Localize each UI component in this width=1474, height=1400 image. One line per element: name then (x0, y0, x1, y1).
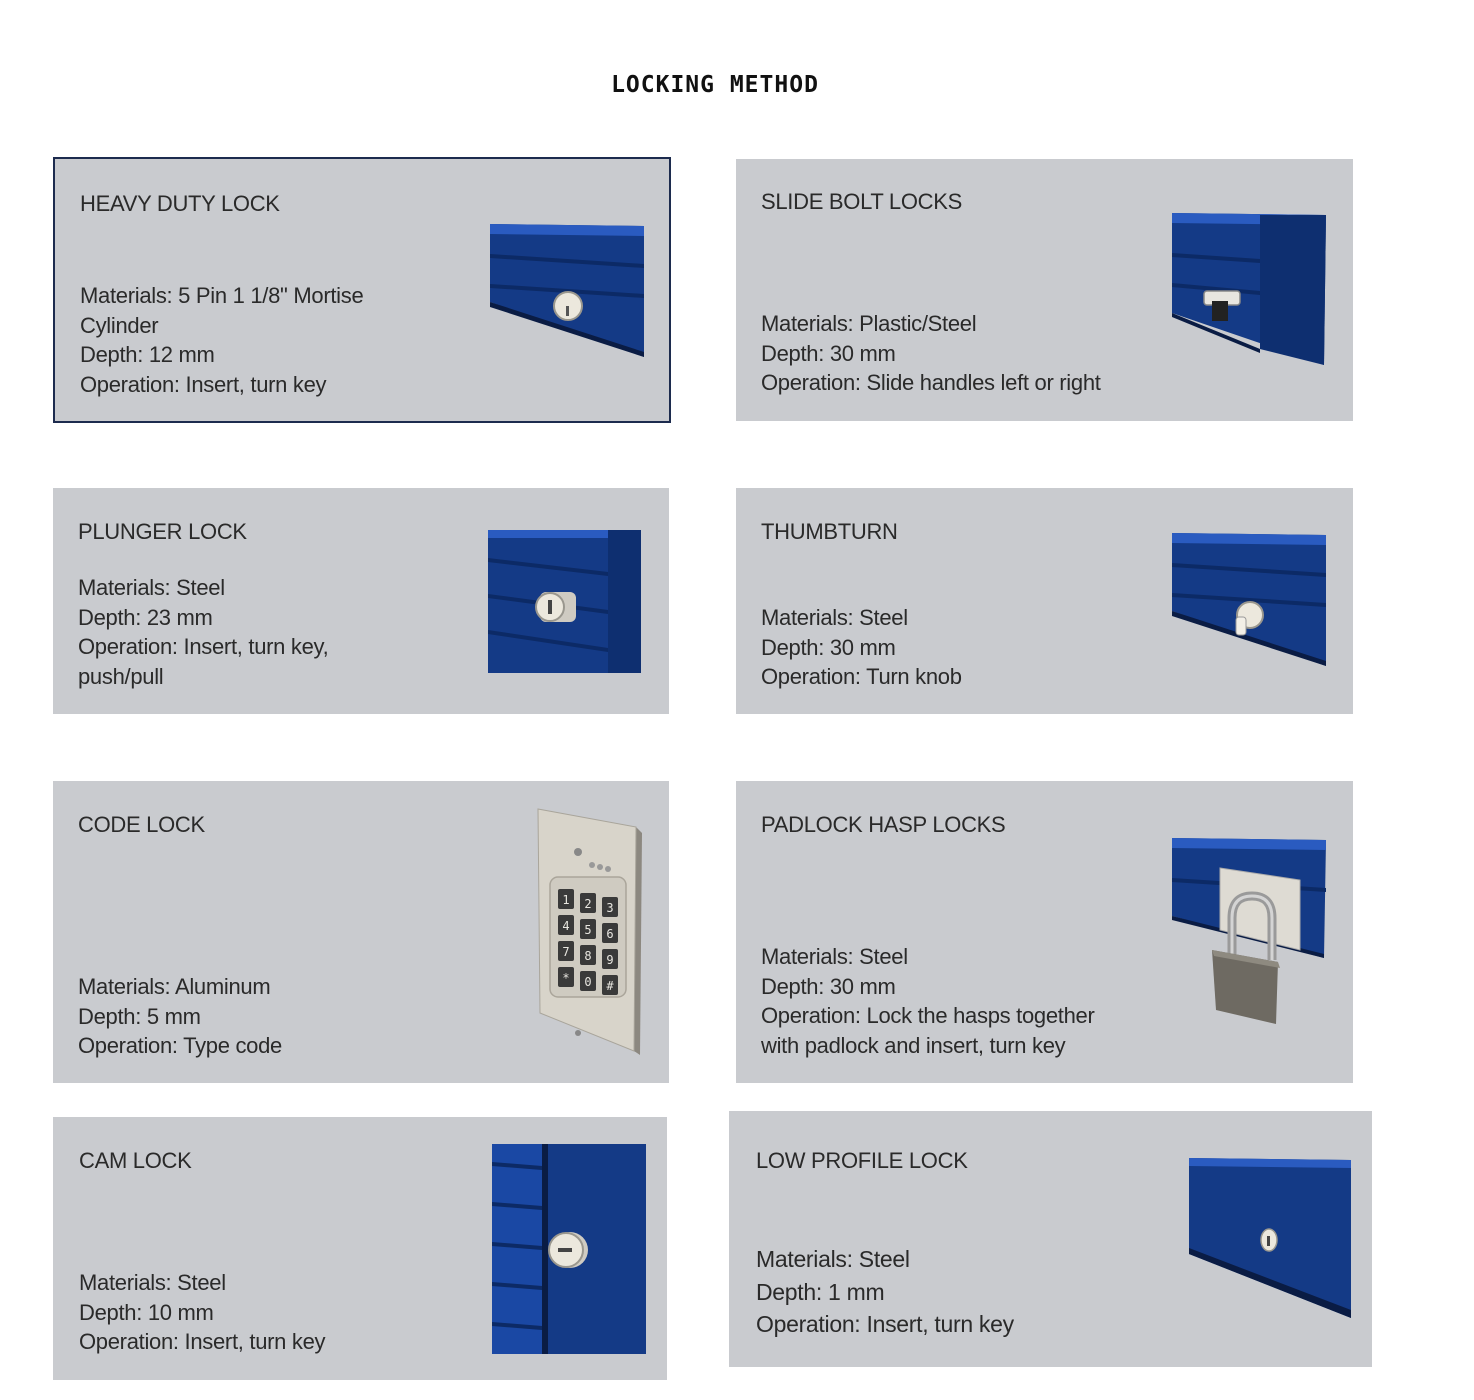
lock-name: PLUNGER LOCK (78, 519, 247, 544)
keypad-key-label: 9 (606, 953, 614, 967)
spec-operation: Operation: Insert, turn key, (78, 634, 329, 659)
spec-depth: Depth: 30 mm (761, 634, 896, 660)
lock-specs (78, 972, 282, 1061)
lock-name: HEAVY DUTY LOCK (80, 191, 280, 216)
spec-operation: Operation: Lock the hasps together (761, 1003, 1095, 1028)
lock-specs (761, 603, 962, 692)
keypad-key-label: 7 (562, 945, 570, 959)
spec-operation: Operation: Turn knob (761, 664, 962, 689)
lock-card-thumbturn[interactable] (736, 488, 1353, 714)
cam-lock-icon (492, 1144, 648, 1356)
spec-materials: Materials: Steel (79, 1270, 226, 1295)
lock-specs (80, 281, 363, 399)
keypad-key-label: 8 (584, 949, 592, 963)
spec-materials: Materials: Plastic/Steel (761, 311, 977, 336)
keypad-key-label: 0 (584, 975, 592, 989)
page-title: LOCKING METHOD (611, 72, 819, 98)
spec-depth: Depth: 12 mm (80, 342, 215, 367)
lock-name: LOW PROFILE LOCK (756, 1148, 968, 1173)
lock-specs (756, 1243, 1014, 1341)
lock-card-cam[interactable] (53, 1117, 667, 1380)
spec-depth: Depth: 10 mm (79, 1299, 214, 1325)
keypad-key-label: 4 (562, 919, 570, 933)
low-profile-lock-icon (1189, 1158, 1353, 1322)
spec-operation: Operation: Insert, turn key (79, 1329, 326, 1354)
spec-depth: Depth: 30 mm (761, 973, 896, 999)
lock-card-slide-bolt[interactable] (736, 159, 1353, 421)
slide-bolt-icon (1172, 213, 1328, 369)
thumbturn-icon (1172, 533, 1328, 669)
lock-specs (761, 942, 1094, 1060)
lock-name: CODE LOCK (78, 812, 205, 837)
lock-card-heavy-duty[interactable] (53, 157, 671, 423)
spec-depth: Depth: 5 mm (78, 1003, 201, 1029)
keypad-icon (536, 807, 646, 1057)
spec-materials: Materials: Steel (761, 605, 908, 630)
keypad-key-label: 1 (562, 893, 570, 907)
lock-name: THUMBTURN (761, 519, 898, 544)
lock-specs (761, 309, 1101, 398)
spec-materials: Materials: Steel (756, 1246, 910, 1272)
lock-card-plunger[interactable] (53, 488, 669, 714)
lock-card-code[interactable] (53, 781, 669, 1083)
keypad-key-label: * (562, 971, 570, 985)
spec-operation-cont: push/pull (78, 663, 164, 689)
spec-materials-cont: Cylinder (80, 312, 159, 338)
spec-operation: Operation: Insert, turn key (756, 1311, 1014, 1337)
spec-operation-cont: with padlock and insert, turn key (761, 1032, 1066, 1058)
plunger-lock-icon (488, 530, 642, 674)
keypad-key-label: 6 (606, 927, 614, 941)
spec-materials: Materials: Steel (761, 944, 908, 969)
keypad-key-label: 3 (606, 901, 614, 915)
spec-depth: Depth: 23 mm (78, 604, 213, 630)
keypad-key-label: # (606, 979, 614, 993)
cylinder-lock-icon (490, 224, 646, 360)
spec-depth: Depth: 1 mm (756, 1278, 885, 1305)
spec-materials: Materials: Steel (78, 575, 225, 600)
spec-operation: Operation: Type code (78, 1033, 282, 1058)
lock-name: SLIDE BOLT LOCKS (761, 189, 963, 214)
lock-name: PADLOCK HASP LOCKS (761, 812, 1006, 837)
padlock-icon (1172, 838, 1328, 1028)
lock-card-padlock-hasp[interactable] (736, 781, 1353, 1083)
spec-materials: Materials: Aluminum (78, 974, 271, 999)
lock-specs (79, 1268, 325, 1357)
keypad-key-label: 2 (584, 897, 592, 911)
spec-materials: Materials: 5 Pin 1 1/8" Mortise (80, 283, 364, 308)
spec-depth: Depth: 30 mm (761, 340, 896, 366)
lock-card-low-profile[interactable] (729, 1111, 1372, 1367)
spec-operation: Operation: Slide handles left or right (761, 370, 1101, 395)
lock-name: CAM LOCK (79, 1148, 192, 1173)
spec-operation: Operation: Insert, turn key (80, 371, 327, 397)
keypad-key-label: 5 (584, 923, 592, 937)
lock-specs (78, 573, 328, 691)
